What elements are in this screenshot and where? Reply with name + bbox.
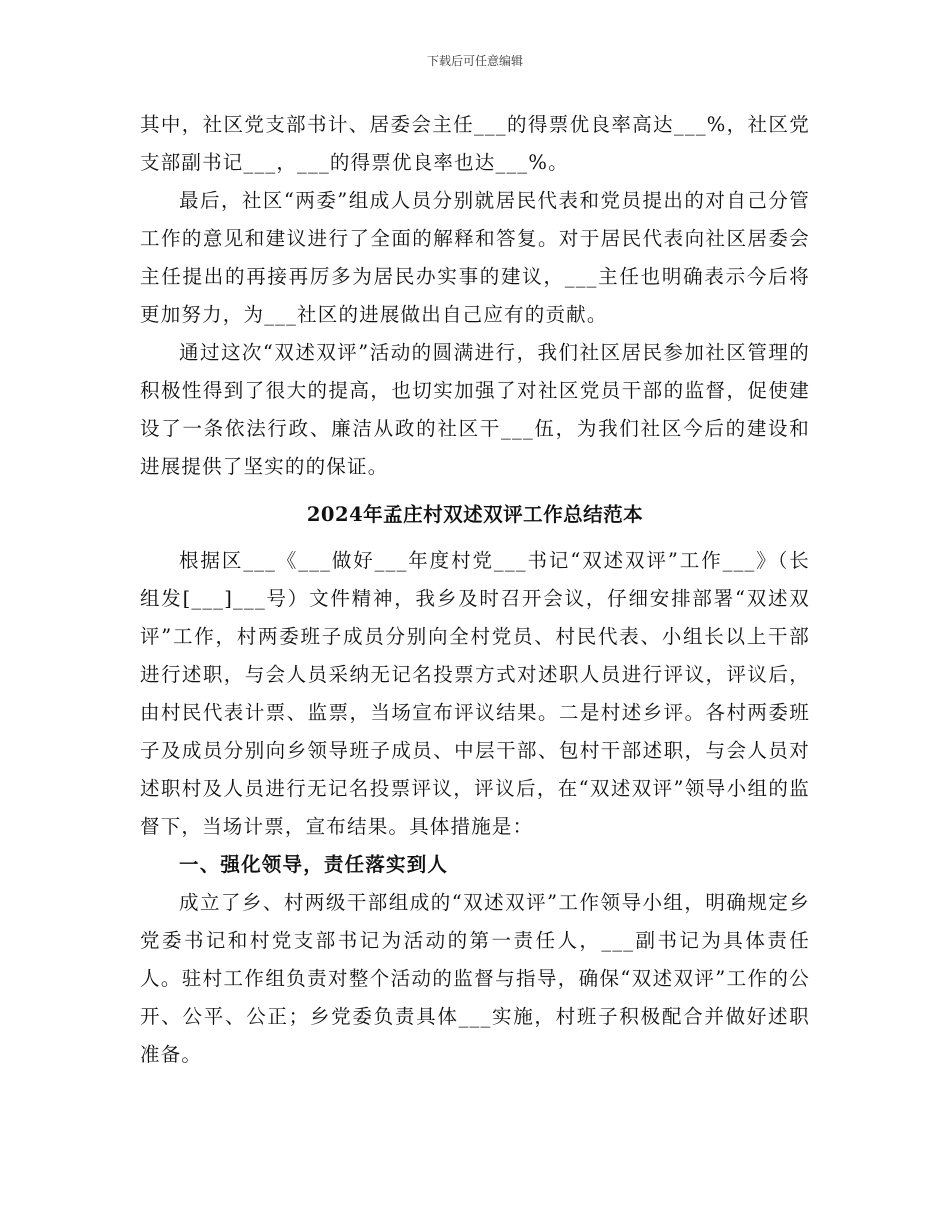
- subheading: 一、强化领导，责任落实到人: [179, 853, 449, 876]
- paragraph: 其中，社区党支部书计、居委会主任___的得票优良率高达___%，社区党支部副书记___，___的得票优良率也达___%。: [140, 113, 810, 174]
- paragraph: 根据区___《___做好___年度村党___书记“双述双评”工作___》（长组发[___]___号）文件精神，我乡及时召开会议，仔细安排部署“双述双评”工作，村两委班子成员分别向全村党员、村民代表、小组长以上干部进行述职，与会人员采纳无记名投票方式对述职人员进行评议，评议后，由村民代表计票、监票，当场宣布评议结果。二是村述乡评。各村两委班子及成员分别向乡领导班子成员、中层干部、包村干部述职，与会人员对述职村及人员进行无记名投票评议，评议后，在“双述双评”领导小组的监督下，当场计票，宣布结果。具体措施是：: [140, 549, 810, 838]
- page-header: 下载后可任意编辑: [426, 54, 523, 68]
- paragraph: 通过这次“双述双评”活动的圆满进行，我们社区居民参加社区管理的积极性得到了很大的提高，也切实加强了对社区党员干部的监督，促使建设了一条依法行政、廉洁从政的社区干___伍，为我们社区今后的建设和进展提供了坚实的的保证。: [140, 341, 810, 478]
- paragraph: 成立了乡、村两级干部组成的“双述双评”工作领导小组，明确规定乡党委书记和村党支部书记为活动的第一责任人，___副书记为具体责任人。驻村工作组负责对整个活动的监督与指导，确保“双述双评”工作的公开、公平、公正；乡党委负责具体___实施，村班子积极配合并做好述职准备。: [140, 891, 810, 1066]
- section-title: 2024年孟庄村双述双评工作总结范本: [306, 503, 644, 526]
- paragraph: 最后，社区“两委”组成人员分别就居民代表和党员提出的对自己分管工作的意见和建议进行了全面的解释和答复。对于居民代表向社区居委会主任提出的再接再厉多为居民办实事的建议，___主任也明确表示今后将更加努力，为___社区的进展做出自己应有的贡献。: [140, 189, 810, 326]
- document-body: [140, 106, 810, 1074]
